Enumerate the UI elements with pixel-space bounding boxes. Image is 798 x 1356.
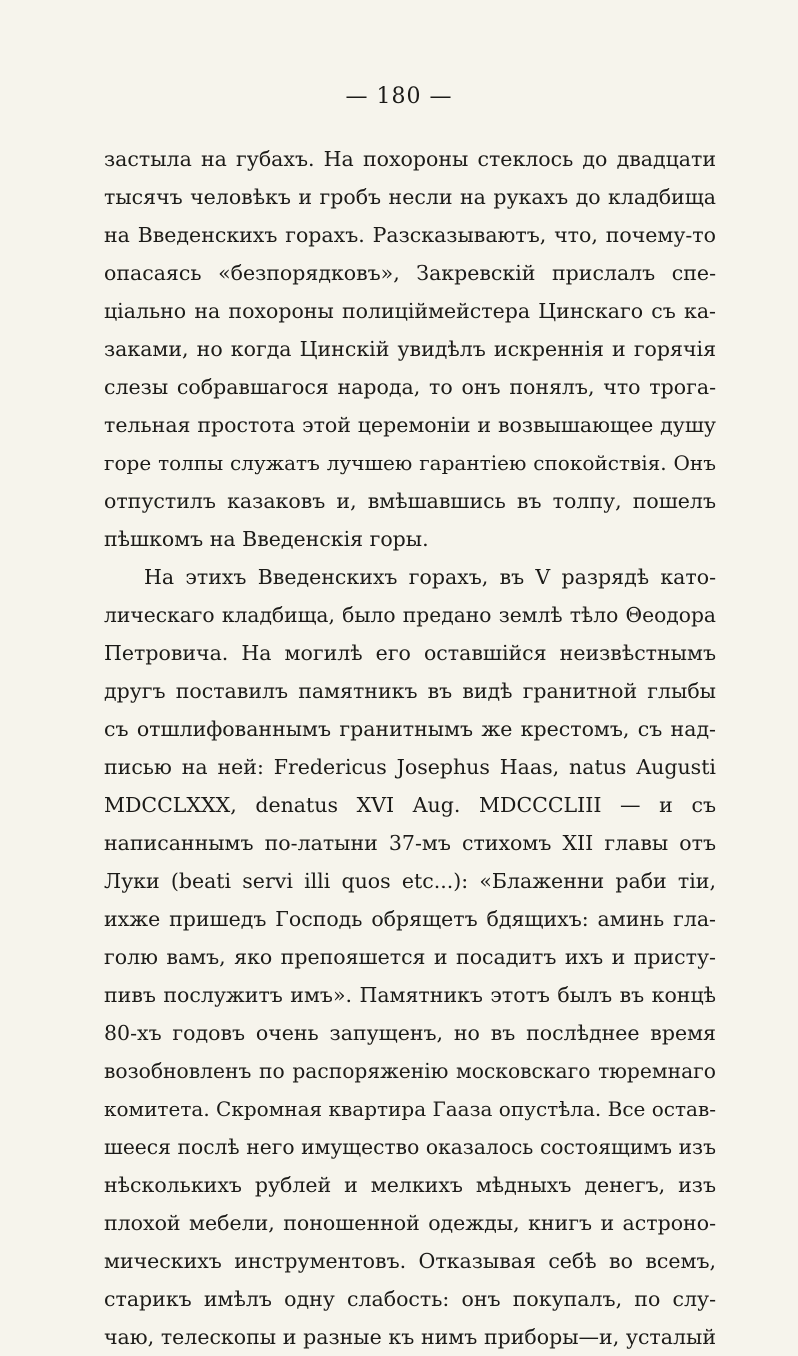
body-text — [104, 140, 716, 1356]
text-line: ціально на похороны полиціймейстера Цинскаго съ ка- — [104, 299, 716, 323]
text-line: возобновленъ по распоряженію московскаго тюремнаго — [104, 1059, 716, 1083]
paragraph-end-line: пѣшкомъ на Введенскія горы. — [104, 527, 429, 551]
text-line: тысячъ человѣкъ и гробъ несли на рукахъ до кладбища — [104, 185, 716, 209]
page-number: — 180 — — [345, 84, 453, 109]
text-line: Петровича. На могилѣ его оставшійся неизвѣстнымъ — [104, 641, 716, 665]
text-line: тельная простота этой церемоніи и возвышающее душу — [104, 413, 716, 437]
text-line: отпустилъ казаковъ и, вмѣшавшись въ толпу, пошелъ — [104, 489, 716, 513]
text-line: другъ поставилъ памятникъ въ видѣ гранитной глыбы — [104, 679, 716, 703]
text-line: MDCCLXXX, denatus XVI Aug. MDCCCLIII — и съ — [104, 793, 716, 817]
text-line: пивъ послужитъ имъ». Памятникъ этотъ былъ въ концѣ — [104, 983, 716, 1007]
text-line: Луки (beati servi illi quos etc...): «Блаженни раби тіи, — [104, 869, 716, 893]
text-line: опасаясь «безпорядковъ», Закревскій прислалъ спе- — [104, 261, 716, 285]
text-line: шееся послѣ него имущество оказалось состоящимъ изъ — [104, 1135, 716, 1159]
text-line: мическихъ инструментовъ. Отказывая себѣ во всемъ, — [104, 1249, 716, 1273]
text-line: застыла на губахъ. На похороны стеклось до двадцати — [104, 147, 716, 171]
text-line: комитета. Скромная квартира Гааза опустѣла. Все остав- — [104, 1097, 716, 1121]
text-line: писью на ней: Fredericus Josephus Haas, natus Augusti — [104, 755, 716, 779]
text-line: съ отшлифованнымъ гранитнымъ же крестомъ, съ над- — [104, 717, 716, 741]
text-line: голю вамъ, яко препояшется и посадитъ ихъ и присту- — [104, 945, 716, 969]
text-line: 80-хъ годовъ очень запущенъ, но въ послѣднее время — [104, 1021, 716, 1045]
text-line: нѣсколькихъ рублей и мелкихъ мѣдныхъ денегъ, изъ — [104, 1173, 716, 1197]
text-line: чаю, телескопы и разные къ нимъ приборы—и, усталый — [104, 1325, 716, 1349]
text-line: лическаго кладбища, было предано землѣ тѣло Θеодора — [104, 603, 716, 627]
text-line: плохой мебели, поношенной одежды, книгъ и астроно- — [104, 1211, 716, 1235]
text-line: старикъ имѣлъ одну слабость: онъ покупалъ, по слу- — [104, 1287, 716, 1311]
paragraph-start-line: На этихъ Введенскихъ горахъ, въ V разрядѣ като- — [144, 565, 716, 589]
text-line: заками, но когда Цинскій увидѣлъ искреннія и горячія — [104, 337, 716, 361]
text-line: горе толпы служатъ лучшею гарантіею спокойствія. Онъ — [104, 451, 716, 475]
text-line: ихже пришедъ Господь обрящетъ бдящихъ: аминь гла- — [104, 907, 716, 931]
text-line: написаннымъ по-латыни 37-мъ стихомъ XII главы отъ — [104, 831, 716, 855]
text-line: на Введенскихъ горахъ. Разсказываютъ, что, почему-то — [104, 223, 716, 247]
text-line: слезы собравшагося народа, то онъ понялъ, что трога- — [104, 375, 716, 399]
